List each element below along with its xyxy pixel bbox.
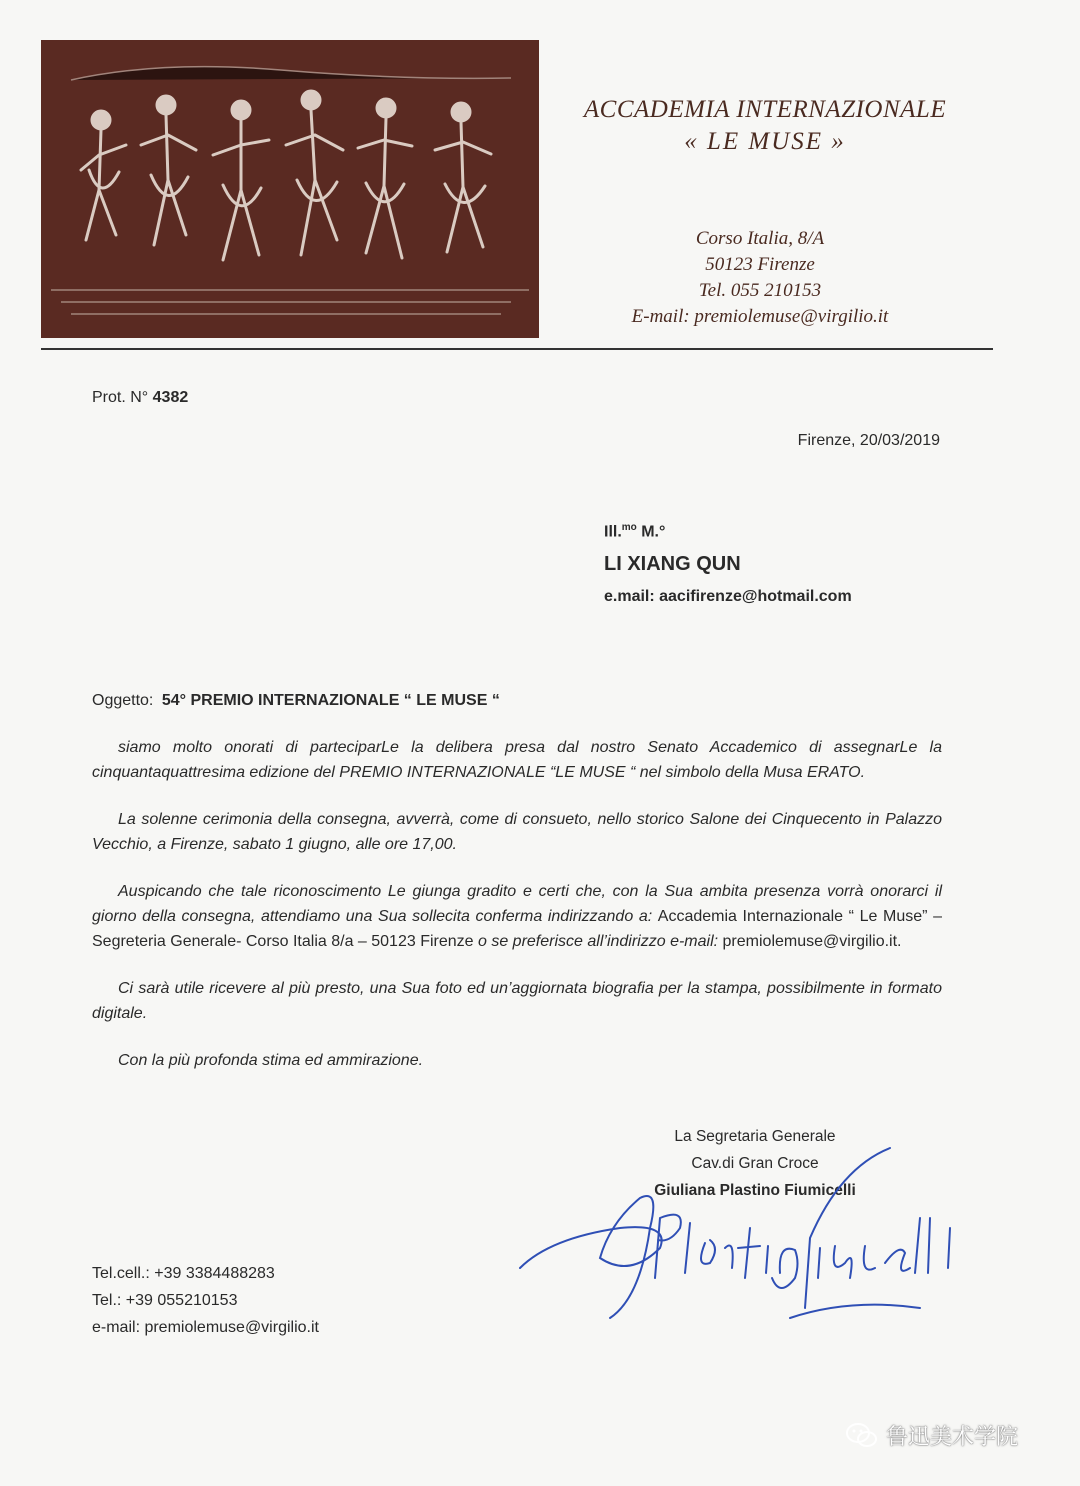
recipient-title-prefix: Ill. (604, 523, 622, 541)
subject-text: 54° PREMIO INTERNAZIONALE “ LE MUSE “ (161, 692, 500, 709)
watermark-text: 鲁迅美术学院 (886, 1424, 1019, 1449)
letter-date: Firenze, 20/03/2019 (797, 432, 940, 449)
address-phone: Tel. 055 210153 (698, 280, 822, 301)
letterhead-address (560, 226, 960, 330)
body-paragraph-5: Con la più profonda stima ed ammirazione. (118, 1052, 424, 1069)
recipient-name: LI XIANG QUN (604, 553, 741, 576)
contact-cell: Tel.cell.: +39 3384488283 (92, 1265, 275, 1282)
subject-line (92, 692, 500, 710)
p3-address: Accademia Internazionale “ Le Muse” – Segreteria Generale- Corso Italia 8/a – 50123 Firenze (92, 908, 942, 950)
contact-tel: Tel.: +39 055210153 (92, 1292, 238, 1309)
address-street: Corso Italia, 8/A (695, 228, 825, 249)
protocol-number (92, 389, 188, 407)
contact-email: e-mail: premiolemuse@virgilio.it (92, 1319, 319, 1336)
signatory-role: La Segretaria Generale (674, 1128, 836, 1145)
body-paragraph-1: siamo molto onorati di parteciparLe la delibera presa dal nostro Senato Accademico di assegnarLe la cinquantaquattresima edizione del PREMIO INTERNAZIONALE “LE MUSE “ nel simbolo della Musa ERATO. (92, 739, 942, 781)
academy-subtitle: « LE MUSE » (684, 128, 846, 155)
recipient-title-sup: mo (621, 522, 637, 533)
watermark (846, 1420, 1018, 1451)
academy-heading (545, 96, 985, 156)
recipient-block (604, 522, 852, 606)
recipient-title (604, 522, 852, 541)
letterhead-divider (41, 348, 993, 350)
letter-body (92, 735, 942, 1095)
protocol-value: 4382 (152, 389, 189, 406)
protocol-label: Prot. N° (92, 389, 149, 406)
p3-text-a: Auspicando che tale riconoscimento Le giunga gradito e certi che, con la Sua ambita presenza vorrà onorarci il giorno della consegna, attendiamo una Sua sollecita conferma indirizzando a: (92, 883, 942, 925)
body-paragraph-3 (92, 879, 942, 954)
p3-text-c: o se preferisce all’indirizzo e-mail: (473, 933, 723, 950)
dancing-figures-engraving (41, 40, 539, 338)
body-paragraph-4: Ci sarà utile ricevere al più presto, una Sua foto ed un’aggiornata biografia per la stampa, possibilmente in formato digitale. (92, 980, 942, 1022)
academy-name: ACCADEMIA INTERNAZIONALE (583, 96, 947, 123)
body-paragraph-2: La solenne cerimonia della consegna, avverrà, come di consueto, nello storico Salone dei Cinquecento in Palazzo Vecchio, a Firenze, sabato 1 giugno, alle ore 17,00. (92, 811, 942, 853)
p3-email: premiolemuse@virgilio.it. (722, 933, 902, 950)
wechat-icon (846, 1422, 878, 1450)
recipient-title-suffix: M.° (636, 523, 666, 541)
signatory-name: Giuliana Plastino Fiumicelli (654, 1182, 856, 1199)
handwritten-signature (510, 1128, 980, 1338)
letterhead-banner-image (41, 40, 539, 338)
address-city: 50123 Firenze (705, 254, 815, 275)
signatory-honorific: Cav.di Gran Croce (691, 1155, 819, 1172)
subject-label: Oggetto: (92, 692, 154, 709)
recipient-email: e.mail: aacifirenze@hotmail.com (604, 588, 852, 606)
sender-contacts (92, 1260, 319, 1341)
address-email: E-mail: premiolemuse@virgilio.it (631, 306, 889, 327)
